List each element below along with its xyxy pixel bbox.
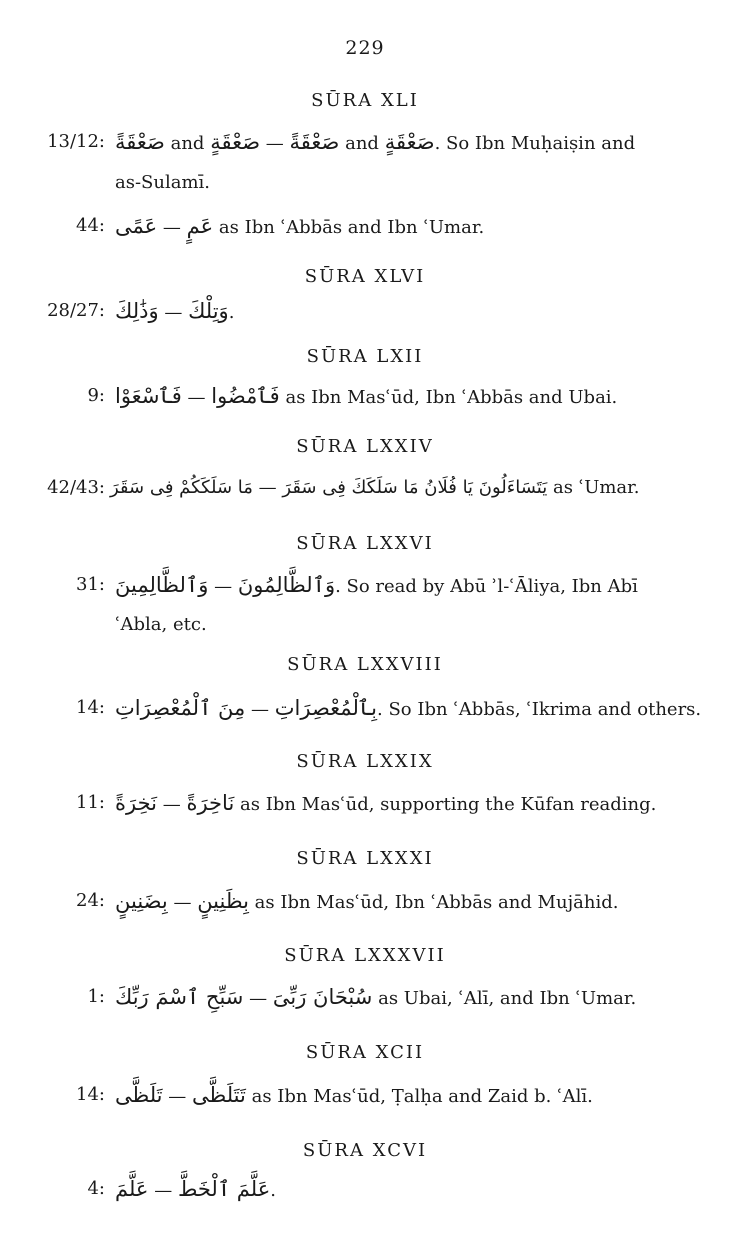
variant-arabic: نَاخِرَةً — [186, 791, 235, 815]
verse-number: 42/43: — [47, 477, 105, 498]
conjunction: and — [170, 133, 205, 154]
sura-heading: SŪRA XCII — [305, 1042, 425, 1063]
reading-arabic: بِضَنِينٍ — [115, 889, 168, 913]
variant-arabic: عَلَّمَ ٱلْخَطَّ — [177, 1177, 271, 1201]
dash: — — [214, 576, 233, 597]
reading-arabic: وَذَٰلِكَ — [115, 299, 159, 323]
variant-arabic: بِٱلْمُعْصِرَاتِ — [274, 696, 377, 720]
entry-body — [115, 299, 234, 325]
verse-number: 28/27: — [47, 300, 105, 321]
dash: — — [168, 1086, 187, 1107]
entry-body — [115, 791, 656, 817]
entry-body — [115, 573, 638, 599]
reading-arabic: مَا سَلَكَكُمْ فِى سَقَرَ — [110, 477, 253, 498]
entry-text: as Ibn Masʿūd, Ibn ʿAbbās and Mujāhid. — [254, 892, 619, 913]
dash: — — [173, 892, 192, 913]
verse-number: 14: — [76, 697, 105, 718]
entry-text: as Ibn Masʿūd, Ṭalḥa and Zaid b. ʿAlī. — [251, 1086, 593, 1107]
verse-number: 13/12: — [47, 131, 105, 152]
entry-text: . So Ibn ʿAbbās, ʿIkrima and others. — [377, 699, 702, 720]
entry-body — [115, 1083, 593, 1109]
sura-heading: SŪRA LXXIV — [296, 436, 434, 457]
entry-body — [115, 130, 635, 156]
reading-arabic: مِنَ ٱلْمُعْصِرَاتِ — [115, 696, 246, 720]
reading-arabic: تَلَظَّى — [115, 1083, 163, 1107]
verse-number: 31: — [76, 574, 105, 595]
entry-text: . So Ibn Muḥaiṣin and — [434, 133, 636, 154]
entry-body — [115, 889, 619, 915]
sura-heading: SŪRA LXXIX — [296, 751, 434, 772]
entry-text: as Ubai, ʿAlī, and Ibn ʿUmar. — [378, 988, 637, 1009]
reading-arabic: فَٱسْعَوْا — [115, 384, 182, 408]
page-number: 229 — [345, 37, 385, 59]
sura-heading: SŪRA XCVI — [302, 1140, 428, 1161]
sura-heading: SŪRA LXXXI — [296, 848, 434, 869]
sura-heading: SŪRA XLVI — [304, 266, 426, 287]
entry-text: as Ibn ʿAbbās and Ibn ʿUmar. — [218, 217, 485, 238]
verse-number: 24: — [76, 890, 105, 911]
dash: — — [164, 302, 183, 323]
verse-number: 4: — [87, 1178, 105, 1199]
variant-arabic: يَتَسَاءَلُونَ يَا فُلَانُ مَا سَلَكَكَ فِى سَقَرَ — [282, 477, 548, 498]
variant-arabic-2: صَعْقَةٍ — [384, 130, 435, 154]
variant-arabic: صَعْقَةً — [289, 130, 340, 154]
dash: — — [265, 133, 284, 154]
entry-body — [110, 476, 640, 500]
variant-arabic: سُبْحَانَ رَبِّىَ — [272, 985, 373, 1009]
reading-arabic: عَمًى — [115, 214, 158, 238]
reading-arabic: نَخِرَةً — [115, 791, 157, 815]
sura-heading: SŪRA LXXVI — [296, 533, 434, 554]
entry-text: . — [270, 1180, 276, 1201]
entry-text: . So read by Abū ʾl-ʿĀliya, Ibn Abī — [335, 576, 638, 597]
reading-arabic: صَعْقَةً — [115, 130, 165, 154]
verse-number: 9: — [87, 385, 105, 406]
verse-number: 1: — [87, 986, 105, 1007]
entry-continuation: ʿAbla, etc. — [115, 614, 207, 635]
sura-heading: SŪRA XLI — [311, 90, 419, 111]
dash: — — [162, 217, 181, 238]
conjunction: and — [345, 133, 379, 154]
entry-body — [115, 214, 484, 240]
variant-arabic: عَمٍ — [186, 214, 214, 238]
entry-text: as Ibn Masʿūd, Ibn ʿAbbās and Ubai. — [285, 387, 618, 408]
variant-arabic: وَٱلظَّالِمُونَ — [237, 573, 336, 597]
reading-arabic: سَبِّحِ ٱسْمَ رَبِّكَ — [115, 985, 244, 1009]
dash: — — [249, 988, 268, 1009]
entry-text: as Ibn Masʿūd, supporting the Kūfan reading. — [240, 794, 657, 815]
reading-arabic: عَلَّمَ — [115, 1177, 149, 1201]
reading-arabic: وَٱلظَّالِمِينَ — [115, 573, 209, 597]
entry-text: . — [228, 302, 235, 323]
sura-heading: SŪRA LXXXVII — [284, 945, 446, 966]
variant-arabic: فَٱمْضُوا — [211, 384, 280, 408]
dash: — — [187, 387, 206, 408]
entry-body — [115, 384, 617, 410]
sura-heading: SŪRA LXXVIII — [287, 654, 443, 675]
variant-arabic: تَتَلَظَّى — [192, 1083, 246, 1107]
entry-body — [115, 985, 636, 1011]
verse-number: 11: — [76, 792, 105, 813]
entry-body — [115, 696, 701, 722]
dash: — — [154, 1180, 173, 1201]
entry-text: as ʿUmar. — [552, 477, 640, 498]
dash: — — [251, 699, 270, 720]
variant-arabic: وَتِلْكَ — [188, 299, 229, 323]
reading-arabic-2: صَعْقَةٍ — [210, 130, 261, 154]
verse-number: 44: — [76, 215, 105, 236]
verse-number: 14: — [76, 1084, 105, 1105]
entry-body — [115, 1177, 276, 1203]
dash: — — [258, 477, 277, 498]
sura-heading: SŪRA LXII — [306, 346, 424, 367]
dash: — — [162, 794, 181, 815]
variant-arabic: بِظَنِينٍ — [197, 889, 249, 913]
entry-continuation: as-Sulamī. — [115, 172, 211, 193]
